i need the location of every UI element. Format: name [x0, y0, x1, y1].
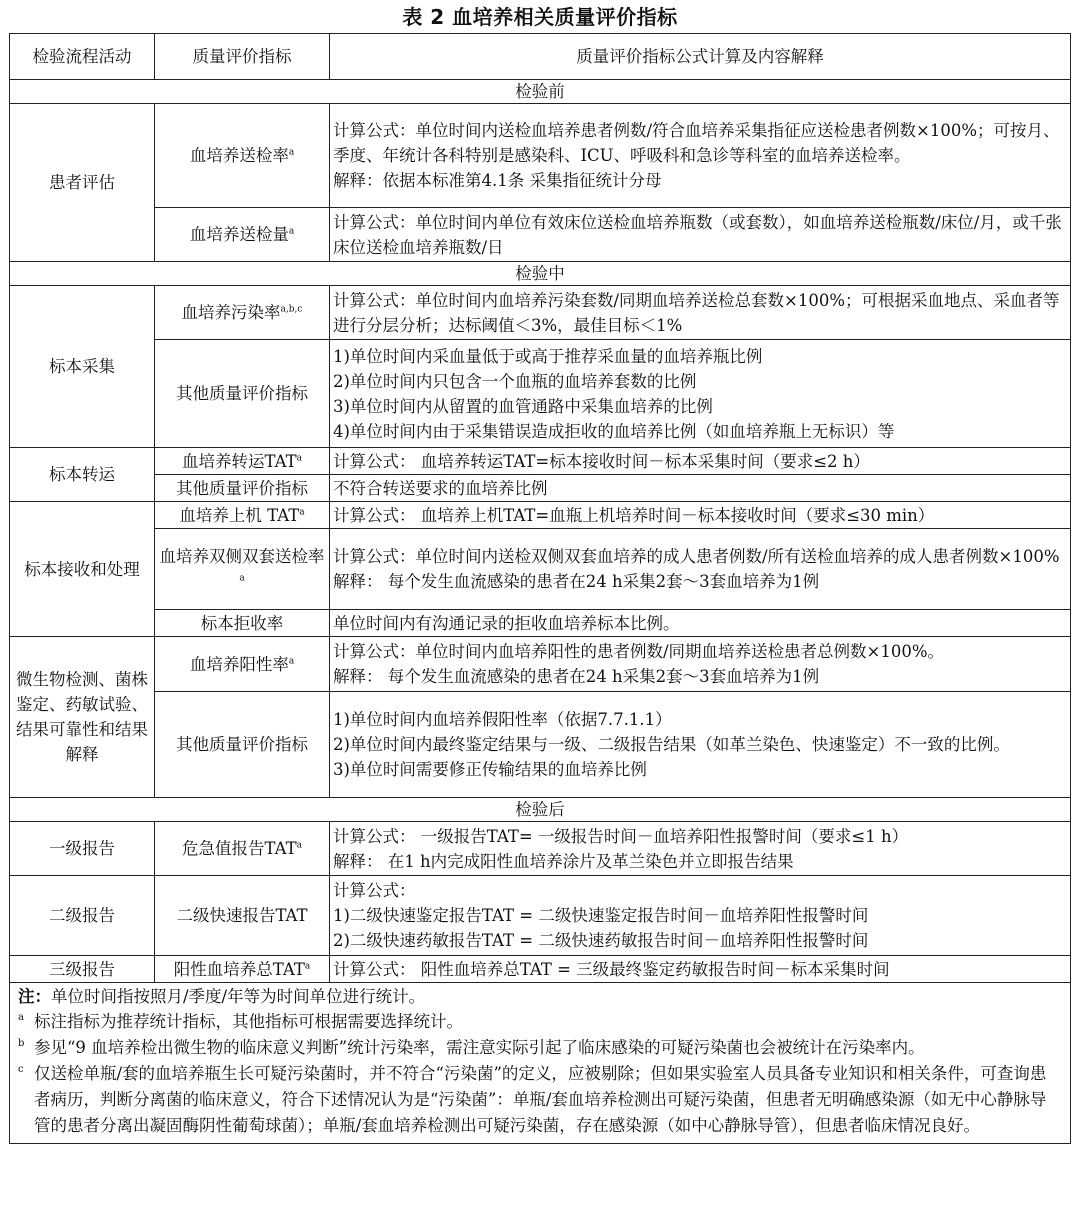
formula-cell: [330, 286, 1071, 340]
activity-cell: 标本采集: [10, 286, 155, 448]
table-row: [10, 286, 1071, 340]
header-indicator: 质量评价指标: [155, 34, 330, 80]
phase-post: 检验后: [10, 798, 1071, 822]
indicator-name: 血培养送检率: [189, 146, 289, 165]
notes-row: [10, 983, 1071, 1144]
indicator-mark: a: [299, 507, 305, 517]
phase-mid: 检验中: [10, 262, 1071, 286]
formula-line: 3)单位时间内从留置的血管通路中采集血培养的比例: [333, 396, 713, 416]
formula-cell: [330, 637, 1071, 692]
indicator-name: 血培养送检量: [189, 225, 289, 244]
indicator-name: 血培养污染率: [181, 303, 281, 322]
indicator-name: 血培养阳性率: [189, 654, 289, 674]
activity-cell: 标本接收和处理: [10, 502, 155, 637]
formula-cell: [330, 692, 1071, 798]
activity-cell: 患者评估: [10, 104, 155, 262]
formula-line: 计算公式：单位时间内血培养污染套数/同期血培养送检总套数×100%；可根据采血地点、采血者等进行分层分析；达标阈值＜3%，最佳目标＜1%: [333, 290, 1060, 335]
indicator-cell: [155, 692, 330, 798]
formula-line: 解释： 每个发生血流感染的患者在24 h采集2套～3套血培养为1例: [333, 667, 820, 686]
table-row: [10, 637, 1071, 692]
indicator-cell: [155, 822, 330, 876]
phase-row-pre: [10, 80, 1071, 104]
phase-row-mid: [10, 262, 1071, 286]
footnote-mark: c: [18, 1064, 24, 1075]
table-row: [10, 822, 1071, 876]
phase-row-post: [10, 798, 1071, 822]
indicator-cell: [155, 502, 330, 529]
indicator-name: 其他质量评价指标: [176, 478, 308, 498]
indicator-mark: a: [288, 226, 295, 237]
indicator-cell: [155, 104, 330, 208]
indicator-cell: [155, 637, 330, 692]
formula-line: 2)单位时间内只包含一个血瓶的血培养套数的比例: [333, 371, 697, 391]
formula-line: 计算公式：单位时间内送检血培养患者例数/符合血培养采集指征应送检患者例数×100%；可按月、季度、年统计各科特别是感染科、ICU、呼吸科和急诊等科室的血培养送检率。: [333, 121, 1060, 165]
formula-line: 计算公式： 阳性血培养总TAT = 三级最终鉴定药敏报告时间－标本采集时间: [333, 959, 890, 979]
activity-cell: 二级报告: [10, 876, 155, 956]
note-label: 注：: [18, 987, 51, 1006]
table-row: [10, 208, 1071, 262]
footnote-text: 标注指标为推荐统计指标，其他指标可根据需要选择统计。: [34, 1012, 463, 1031]
footnote-text: 参见“9 血培养检出微生物的临床意义判断”统计污染率，需注意实际引起了临床感染的可疑污染菌也会被统计在污染率内。: [34, 1038, 925, 1057]
table-title: 表 2 血培养相关质量评价指标: [402, 5, 678, 29]
footnote: [18, 1061, 1062, 1139]
indicator-name: 血培养上机 TAT: [179, 505, 300, 525]
note-main: [18, 985, 1062, 1009]
formula-line: 单位时间内有沟通记录的拒收血培养标本比例。: [333, 613, 680, 633]
formula-cell: [330, 208, 1071, 262]
formula-cell: [330, 956, 1071, 983]
indicator-mark: a: [288, 147, 295, 158]
formula-line: 不符合转送要求的血培养比例: [333, 478, 548, 498]
formula-line: 1)单位时间内采血量低于或高于推荐采血量的血培养瓶比例: [333, 346, 763, 366]
table-row: [10, 692, 1071, 798]
indicator-name: 其他质量评价指标: [176, 384, 308, 403]
footnote: [18, 1009, 1062, 1035]
indicator-mark: a: [288, 656, 295, 666]
table-row: [10, 104, 1071, 208]
formula-line: 计算公式： 血培养转运TAT=标本接收时间－标本采集时间（要求≤2 h）: [333, 451, 870, 471]
formula-cell: [330, 475, 1071, 502]
formula-line: 3)单位时间需要修正传输结果的血培养比例: [333, 760, 647, 779]
table-row: [10, 502, 1071, 529]
indicator-cell: [155, 208, 330, 262]
footnote-text: 仅送检单瓶/套的血培养瓶生长可疑污染菌时，并不符合“污染菌”的定义，应被剔除；但如果实验室人员具备专业知识和相关条件，可查询患者病历，判断分离菌的临床意义，符合下述情况认为是“污染菌”：单瓶/套血培养检测出可疑污染菌，但患者无明确感染源（如无中心静脉导管的患者分离出凝固酶阴性葡萄球菌）；单瓶/套血培养检测出可疑污染菌，存在感染源（如中心静脉导管），但患者临床情况良好。: [34, 1064, 1047, 1135]
note-text: 单位时间指按照月/季度/年等为时间单位进行统计。: [51, 987, 426, 1006]
formula-cell: [330, 104, 1071, 208]
indicator-cell: [155, 286, 330, 340]
formula-line: 计算公式：单位时间内送检双侧双套血培养的成人患者例数/所有送检血培养的成人患者例数×100%: [333, 547, 1060, 566]
indicator-mark: a: [239, 573, 245, 584]
table-row: [10, 610, 1071, 637]
formula-line: 2)二级快速药敏报告TAT = 二级快速药敏报告时间－血培养阳性报警时间: [333, 931, 869, 950]
indicator-name: 血培养双侧双套送检率: [159, 547, 325, 566]
indicator-cell: [155, 340, 330, 448]
activity-cell: 一级报告: [10, 822, 155, 876]
formula-line: 计算公式：单位时间内血培养阳性的患者例数/同期血培养送检患者总例数×100%。: [333, 642, 945, 661]
footnote-mark: b: [18, 1038, 25, 1049]
indicator-cell: [155, 448, 330, 475]
phase-pre: 检验前: [10, 80, 1071, 104]
indicator-cell: [155, 475, 330, 502]
formula-line: 计算公式： 血培养上机TAT=血瓶上机培养时间－标本接收时间（要求≤30 min）: [333, 505, 935, 525]
formula-cell: [330, 610, 1071, 637]
activity-cell: 三级报告: [10, 956, 155, 983]
indicator-name: 其他质量评价指标: [176, 735, 308, 754]
indicator-name: 危急值报告TAT: [182, 839, 297, 858]
formula-line: 1)单位时间内血培养假阳性率（依据7.7.1.1）: [333, 710, 672, 729]
header-formula: 质量评价指标公式计算及内容解释: [330, 34, 1071, 80]
formula-cell: [330, 502, 1071, 529]
indicator-cell: [155, 876, 330, 956]
activity-cell: 标本转运: [10, 448, 155, 502]
indicator-name: 血培养转运TAT: [182, 451, 297, 471]
formula-line: 1)二级快速鉴定报告TAT = 二级快速鉴定报告时间－血培养阳性报警时间: [333, 906, 869, 925]
header-activity: 检验流程活动: [10, 34, 155, 80]
footnote-mark: a: [18, 1012, 24, 1023]
formula-line: 2)单位时间内最终鉴定结果与一级、二级报告结果（如革兰染色、快速鉴定）不一致的比例。: [333, 735, 1010, 754]
notes-cell: [10, 983, 1071, 1144]
table-row: [10, 340, 1071, 448]
formula-line: 计算公式： 一级报告TAT= 一级报告时间－血培养阳性报警时间（要求≤1 h）: [333, 826, 909, 846]
quality-indicator-table: [9, 33, 1071, 1144]
formula-line: 解释：依据本标准第4.1条 采集指征统计分母: [333, 171, 662, 190]
indicator-mark: a,b,c: [280, 304, 303, 315]
table-row: [10, 475, 1071, 502]
formula-cell: [330, 448, 1071, 475]
formula-cell: [330, 822, 1071, 876]
indicator-cell: [155, 529, 330, 610]
formula-cell: [330, 529, 1071, 610]
header-row: [10, 34, 1071, 80]
indicator-name: 标本拒收率: [200, 613, 284, 633]
indicator-name: 二级快速报告TAT: [176, 906, 308, 925]
indicator-mark: a: [296, 453, 302, 463]
indicator-mark: a: [304, 961, 311, 971]
table-row: [10, 529, 1071, 610]
formula-line: 计算公式：: [333, 881, 416, 900]
indicator-mark: a: [296, 840, 302, 851]
indicator-name: 阳性血培养总TAT: [173, 959, 305, 979]
activity-cell: 微生物检测、菌株鉴定、药敏试验、结果可靠性和结果解释: [10, 637, 155, 798]
formula-cell: [330, 340, 1071, 448]
table-row: [10, 448, 1071, 475]
formula-line: 4)单位时间内由于采集错误造成拒收的血培养比例（如血培养瓶上无标识）等: [333, 421, 895, 441]
formula-line: 解释： 在1 h内完成阳性血培养涂片及革兰染色并立即报告结果: [333, 851, 794, 871]
indicator-cell: [155, 956, 330, 983]
table-row: [10, 876, 1071, 956]
formula-line: 计算公式：单位时间内单位有效床位送检血培养瓶数（或套数），如血培养送检瓶数/床位/月，或千张床位送检血培养瓶数/日: [333, 212, 1062, 257]
formula-line: 解释： 每个发生血流感染的患者在24 h采集2套～3套血培养为1例: [333, 572, 820, 591]
footnote: [18, 1035, 1062, 1061]
table-row: [10, 956, 1071, 983]
indicator-cell: [155, 610, 330, 637]
formula-cell: [330, 876, 1071, 956]
